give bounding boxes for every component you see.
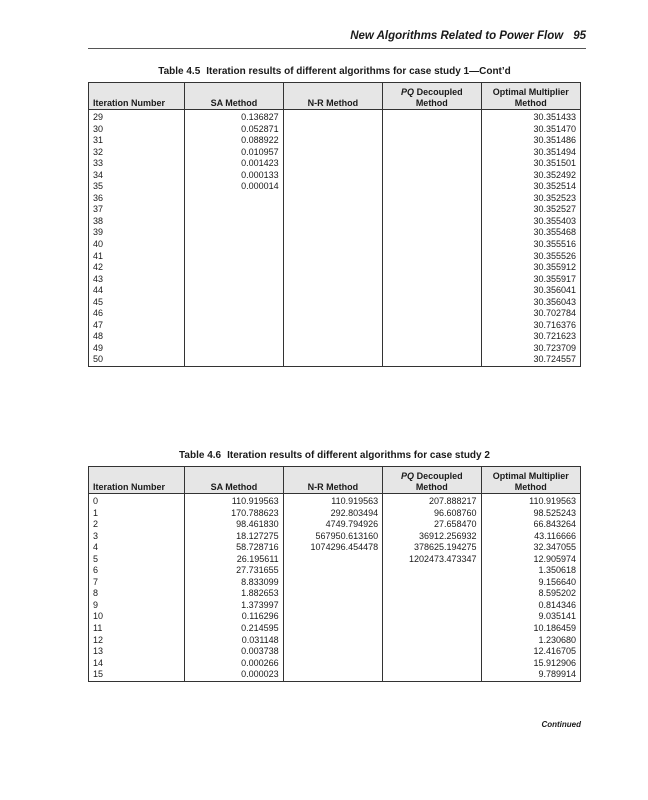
cell-om-value: 12.905974 [481, 554, 580, 566]
cell-om-value: 30.351433 [481, 110, 580, 124]
cell-pq-value [383, 193, 481, 205]
cell-iteration: 30 [89, 124, 185, 136]
cell-sa-value [185, 285, 283, 297]
cell-iteration: 4 [89, 542, 185, 554]
cell-pq-value [383, 646, 481, 658]
cell-sa-value: 0.088922 [185, 135, 283, 147]
data-table [88, 466, 581, 682]
table-row [89, 204, 581, 216]
table-row [89, 588, 581, 600]
cell-pq-value [383, 181, 481, 193]
table-row [89, 147, 581, 159]
cell-sa-value: 0.003738 [185, 646, 283, 658]
cell-pq-value [383, 147, 481, 159]
cell-nr-value [283, 124, 382, 136]
table-row [89, 262, 581, 274]
header-optimal-multiplier-line1: Optimal Multiplier [492, 87, 569, 97]
cell-om-value: 30.351494 [481, 147, 580, 159]
cell-pq-value [383, 110, 481, 124]
header-optimal-multiplier [481, 83, 580, 110]
table-row [89, 354, 581, 366]
cell-iteration: 11 [89, 623, 185, 635]
table-row [89, 577, 581, 589]
cell-sa-value: 110.919563 [185, 494, 283, 508]
header-pq-decoupled [383, 83, 481, 110]
cell-nr-value [283, 623, 382, 635]
cell-sa-value: 8.833099 [185, 577, 283, 589]
cell-nr-value [283, 577, 382, 589]
cell-iteration: 33 [89, 158, 185, 170]
cell-iteration: 12 [89, 635, 185, 647]
cell-nr-value [283, 216, 382, 228]
table-row [89, 251, 581, 263]
cell-pq-value [383, 635, 481, 647]
cell-iteration: 43 [89, 274, 185, 286]
cell-sa-value [185, 251, 283, 263]
cell-iteration: 5 [89, 554, 185, 566]
cell-nr-value: 292.803494 [283, 508, 382, 520]
cell-iteration: 8 [89, 588, 185, 600]
cell-iteration: 47 [89, 320, 185, 332]
cell-pq-value [383, 588, 481, 600]
cell-iteration: 9 [89, 600, 185, 612]
table-row [89, 646, 581, 658]
table-row [89, 170, 581, 182]
table-row [89, 623, 581, 635]
cell-om-value: 30.352492 [481, 170, 580, 182]
table-row [89, 308, 581, 320]
cell-sa-value: 0.000133 [185, 170, 283, 182]
cell-nr-value [283, 565, 382, 577]
table-4-6 [88, 450, 581, 682]
table-body [89, 494, 581, 682]
cell-om-value: 30.355912 [481, 262, 580, 274]
cell-sa-value: 98.461830 [185, 519, 283, 531]
cell-iteration: 10 [89, 611, 185, 623]
cell-pq-value: 96.608760 [383, 508, 481, 520]
header-decoupled: Decoupled [414, 471, 463, 481]
table-row [89, 135, 581, 147]
cell-nr-value [283, 635, 382, 647]
cell-nr-value [283, 588, 382, 600]
table-row [89, 565, 581, 577]
cell-iteration: 6 [89, 565, 185, 577]
cell-pq-value [383, 285, 481, 297]
cell-pq-value [383, 170, 481, 182]
cell-pq-value: 378625.194275 [383, 542, 481, 554]
cell-sa-value: 0.214595 [185, 623, 283, 635]
cell-om-value: 30.356041 [481, 285, 580, 297]
cell-iteration: 13 [89, 646, 185, 658]
cell-sa-value [185, 239, 283, 251]
table-row [89, 285, 581, 297]
cell-om-value: 98.525243 [481, 508, 580, 520]
cell-sa-value [185, 193, 283, 205]
cell-om-value: 30.355468 [481, 227, 580, 239]
cell-pq-value [383, 611, 481, 623]
cell-sa-value: 27.731655 [185, 565, 283, 577]
cell-nr-value [283, 669, 382, 681]
data-table [88, 82, 581, 367]
cell-nr-value [283, 658, 382, 670]
table-row [89, 227, 581, 239]
cell-sa-value [185, 331, 283, 343]
table-row [89, 600, 581, 612]
cell-iteration: 42 [89, 262, 185, 274]
cell-iteration: 40 [89, 239, 185, 251]
table-caption-text: Iteration results of different algorithms for case study 2 [227, 450, 490, 461]
cell-sa-value [185, 274, 283, 286]
cell-pq-value [383, 331, 481, 343]
table-row [89, 669, 581, 681]
cell-sa-value [185, 204, 283, 216]
header-nr-method: N-R Method [283, 83, 382, 110]
header-iteration-number: Iteration Number [89, 467, 185, 494]
cell-sa-value [185, 262, 283, 274]
cell-pq-value [383, 262, 481, 274]
cell-iteration: 15 [89, 669, 185, 681]
cell-nr-value [283, 343, 382, 355]
cell-iteration: 41 [89, 251, 185, 263]
cell-om-value: 9.035141 [481, 611, 580, 623]
cell-om-value: 66.843264 [481, 519, 580, 531]
cell-nr-value [283, 262, 382, 274]
cell-iteration: 14 [89, 658, 185, 670]
cell-sa-value [185, 216, 283, 228]
cell-nr-value [283, 170, 382, 182]
cell-iteration: 46 [89, 308, 185, 320]
cell-pq-value [383, 354, 481, 366]
cell-sa-value: 0.001423 [185, 158, 283, 170]
cell-sa-value [185, 227, 283, 239]
running-head-title: New Algorithms Related to Power Flow [350, 30, 564, 42]
cell-nr-value [283, 297, 382, 309]
cell-om-value: 30.716376 [481, 320, 580, 332]
cell-om-value: 9.156640 [481, 577, 580, 589]
cell-iteration: 49 [89, 343, 185, 355]
cell-pq-value [383, 239, 481, 251]
cell-pq-value [383, 669, 481, 681]
cell-nr-value [283, 354, 382, 366]
cell-om-value: 30.723709 [481, 343, 580, 355]
cell-om-value: 30.351470 [481, 124, 580, 136]
cell-pq-value [383, 577, 481, 589]
cell-om-value: 1.350618 [481, 565, 580, 577]
cell-sa-value [185, 297, 283, 309]
cell-pq-value [383, 308, 481, 320]
cell-om-value: 30.352527 [481, 204, 580, 216]
header-method: Method [514, 98, 547, 108]
header-optimal-multiplier [481, 467, 580, 494]
cell-sa-value: 0.031148 [185, 635, 283, 647]
cell-nr-value [283, 204, 382, 216]
page-number: 95 [573, 30, 586, 42]
cell-nr-value [283, 308, 382, 320]
cell-nr-value [283, 251, 382, 263]
cell-pq-value [383, 274, 481, 286]
table-row [89, 554, 581, 566]
cell-om-value: 30.721623 [481, 331, 580, 343]
header-method: Method [415, 98, 448, 108]
cell-om-value: 32.347055 [481, 542, 580, 554]
header-row [89, 467, 581, 494]
cell-nr-value: 567950.613160 [283, 531, 382, 543]
header-pq-decoupled [383, 467, 481, 494]
header-pq: PQ [401, 87, 415, 97]
table-row [89, 658, 581, 670]
cell-nr-value [283, 158, 382, 170]
table-row [89, 331, 581, 343]
cell-iteration: 29 [89, 110, 185, 124]
cell-nr-value [283, 600, 382, 612]
cell-nr-value [283, 285, 382, 297]
cell-iteration: 44 [89, 285, 185, 297]
cell-nr-value [283, 611, 382, 623]
cell-nr-value [283, 331, 382, 343]
cell-om-value: 30.351486 [481, 135, 580, 147]
cell-sa-value: 18.127275 [185, 531, 283, 543]
cell-iteration: 31 [89, 135, 185, 147]
cell-iteration: 1 [89, 508, 185, 520]
cell-sa-value: 0.052871 [185, 124, 283, 136]
table-row [89, 110, 581, 124]
cell-om-value: 30.355526 [481, 251, 580, 263]
cell-om-value: 30.355403 [481, 216, 580, 228]
running-head [88, 30, 586, 49]
table-row [89, 320, 581, 332]
cell-nr-value [283, 646, 382, 658]
table-row [89, 158, 581, 170]
cell-sa-value: 0.136827 [185, 110, 283, 124]
cell-om-value: 1.230680 [481, 635, 580, 647]
cell-om-value: 30.724557 [481, 354, 580, 366]
cell-pq-value [383, 227, 481, 239]
cell-iteration: 38 [89, 216, 185, 228]
cell-om-value: 15.912906 [481, 658, 580, 670]
cell-nr-value: 4749.794926 [283, 519, 382, 531]
cell-sa-value: 170.788623 [185, 508, 283, 520]
table-row [89, 216, 581, 228]
table-row [89, 181, 581, 193]
cell-iteration: 35 [89, 181, 185, 193]
cell-om-value: 8.595202 [481, 588, 580, 600]
cell-iteration: 45 [89, 297, 185, 309]
table-label: Table 4.6 [179, 450, 222, 461]
cell-nr-value [283, 320, 382, 332]
cell-sa-value: 0.000023 [185, 669, 283, 681]
cell-pq-value: 207.888217 [383, 494, 481, 508]
table-label: Table 4.5 [158, 66, 201, 77]
cell-sa-value: 0.116296 [185, 611, 283, 623]
cell-iteration: 32 [89, 147, 185, 159]
cell-pq-value: 36912.256932 [383, 531, 481, 543]
cell-pq-value [383, 320, 481, 332]
table-row [89, 611, 581, 623]
table-row [89, 239, 581, 251]
cell-pq-value [383, 124, 481, 136]
cell-nr-value [283, 274, 382, 286]
cell-om-value: 30.352514 [481, 181, 580, 193]
table-row [89, 635, 581, 647]
header-sa-method: SA Method [185, 83, 283, 110]
cell-sa-value [185, 308, 283, 320]
cell-sa-value [185, 354, 283, 366]
cell-iteration: 48 [89, 331, 185, 343]
cell-nr-value [283, 181, 382, 193]
table-caption-text: Iteration results of different algorithms for case study 1—Cont’d [206, 66, 511, 77]
table-row [89, 193, 581, 205]
table-caption [88, 450, 581, 461]
cell-om-value: 30.355917 [481, 274, 580, 286]
table-row [89, 494, 581, 508]
table-4-5 [88, 66, 581, 367]
continued-note: Continued [541, 720, 581, 729]
cell-sa-value: 0.000014 [185, 181, 283, 193]
cell-pq-value [383, 658, 481, 670]
header-nr-method: N-R Method [283, 467, 382, 494]
header-decoupled: Decoupled [414, 87, 463, 97]
cell-iteration: 3 [89, 531, 185, 543]
table-row [89, 274, 581, 286]
cell-om-value: 10.186459 [481, 623, 580, 635]
cell-sa-value: 1.882653 [185, 588, 283, 600]
cell-sa-value [185, 343, 283, 355]
cell-nr-value [283, 147, 382, 159]
cell-iteration: 7 [89, 577, 185, 589]
cell-pq-value: 1202473.473347 [383, 554, 481, 566]
table-row [89, 519, 581, 531]
table-row [89, 343, 581, 355]
table-caption [88, 66, 581, 77]
cell-nr-value [283, 227, 382, 239]
cell-pq-value [383, 565, 481, 577]
cell-pq-value [383, 623, 481, 635]
cell-nr-value [283, 239, 382, 251]
cell-iteration: 37 [89, 204, 185, 216]
header-row [89, 83, 581, 110]
header-iteration-number: Iteration Number [89, 83, 185, 110]
header-sa-method: SA Method [185, 467, 283, 494]
cell-pq-value [383, 216, 481, 228]
cell-pq-value: 27.658470 [383, 519, 481, 531]
cell-iteration: 39 [89, 227, 185, 239]
cell-om-value: 30.702784 [481, 308, 580, 320]
cell-om-value: 30.356043 [481, 297, 580, 309]
cell-iteration: 0 [89, 494, 185, 508]
cell-nr-value [283, 554, 382, 566]
header-optimal-multiplier-line1: Optimal Multiplier [492, 471, 569, 481]
cell-om-value: 30.352523 [481, 193, 580, 205]
cell-nr-value [283, 193, 382, 205]
cell-sa-value [185, 320, 283, 332]
cell-om-value: 30.355516 [481, 239, 580, 251]
cell-iteration: 34 [89, 170, 185, 182]
header-method: Method [514, 482, 547, 492]
cell-om-value: 0.814346 [481, 600, 580, 612]
table-row [89, 531, 581, 543]
cell-pq-value [383, 158, 481, 170]
cell-om-value: 43.116666 [481, 531, 580, 543]
cell-iteration: 50 [89, 354, 185, 366]
cell-pq-value [383, 204, 481, 216]
cell-nr-value [283, 135, 382, 147]
cell-sa-value: 1.373997 [185, 600, 283, 612]
cell-nr-value: 1074296.454478 [283, 542, 382, 554]
cell-om-value: 30.351501 [481, 158, 580, 170]
cell-sa-value: 0.000266 [185, 658, 283, 670]
cell-om-value: 9.789914 [481, 669, 580, 681]
table-row [89, 542, 581, 554]
cell-sa-value: 26.195611 [185, 554, 283, 566]
cell-nr-value [283, 110, 382, 124]
table-body [89, 110, 581, 367]
table-row [89, 508, 581, 520]
cell-pq-value [383, 297, 481, 309]
cell-pq-value [383, 600, 481, 612]
table-row [89, 297, 581, 309]
header-method: Method [415, 482, 448, 492]
cell-sa-value: 0.010957 [185, 147, 283, 159]
cell-om-value: 110.919563 [481, 494, 580, 508]
header-pq: PQ [401, 471, 415, 481]
cell-om-value: 12.416705 [481, 646, 580, 658]
cell-iteration: 2 [89, 519, 185, 531]
cell-pq-value [383, 135, 481, 147]
cell-pq-value [383, 251, 481, 263]
cell-sa-value: 58.728716 [185, 542, 283, 554]
table-row [89, 124, 581, 136]
cell-iteration: 36 [89, 193, 185, 205]
cell-nr-value: 110.919563 [283, 494, 382, 508]
cell-pq-value [383, 343, 481, 355]
